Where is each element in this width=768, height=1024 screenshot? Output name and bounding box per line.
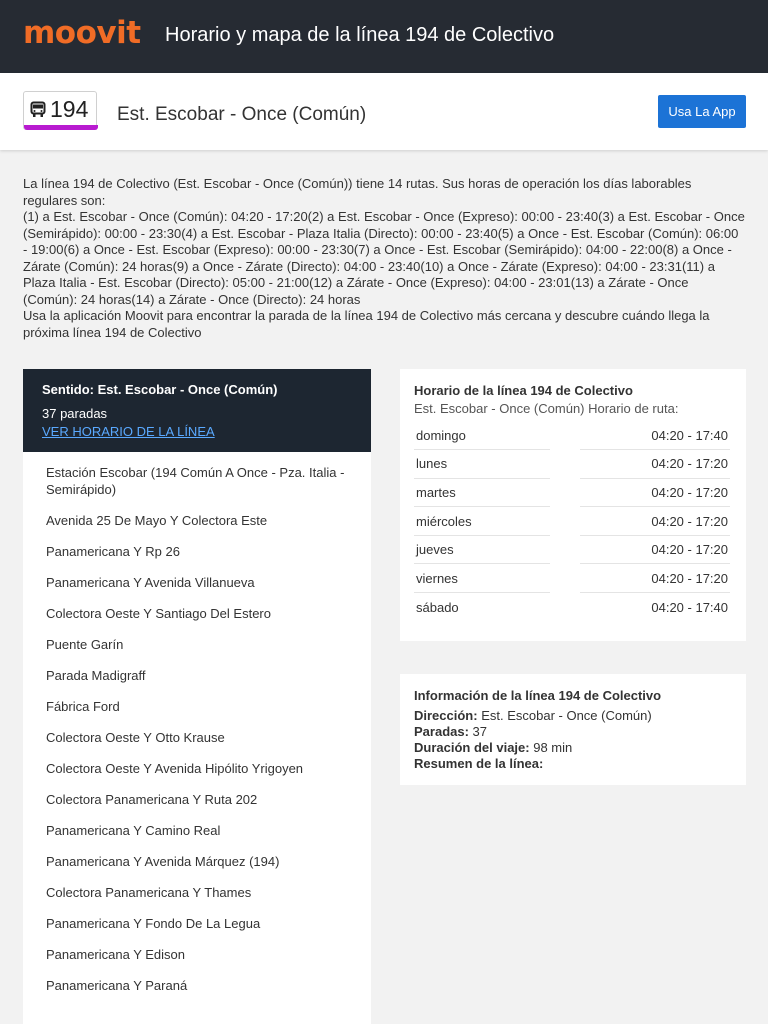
line-info-card [400, 674, 746, 785]
stop-item[interactable]: Colectora Oeste Y Santiago Del Estero [46, 606, 271, 621]
stop-item[interactable]: Parada Madigraff [46, 668, 146, 683]
stop-item[interactable]: Panamericana Y Avenida Márquez (194) [46, 854, 280, 869]
info-value: 98 min [533, 740, 573, 755]
stop-item[interactable]: Colectora Panamericana Y Ruta 202 [46, 792, 258, 807]
schedule-card [400, 369, 746, 641]
schedule-table [414, 421, 730, 621]
day-label: domingo [414, 421, 550, 450]
info-label: Resumen de la línea: [414, 756, 544, 771]
info-summary [414, 756, 732, 772]
info-label: Duración del viaje: [414, 740, 530, 755]
direction-card [23, 369, 371, 1024]
info-duration [414, 740, 732, 756]
line-badge [23, 91, 97, 130]
line-number: 194 [50, 96, 89, 122]
stop-item[interactable]: Panamericana Y Camino Real [46, 823, 221, 838]
info-title: Información de la línea 194 de Colectivo [414, 688, 662, 703]
hours-value: 04:20 - 17:40 [651, 599, 728, 615]
schedule-row [414, 564, 730, 593]
stop-item[interactable]: Panamericana Y Rp 26 [46, 544, 180, 559]
stop-item[interactable]: Panamericana Y Paraná [46, 978, 188, 993]
stop-item[interactable]: Panamericana Y Avenida Villanueva [46, 575, 255, 590]
info-stops [414, 724, 732, 740]
line-description [23, 176, 745, 341]
stop-item[interactable]: Panamericana Y Edison [46, 947, 186, 962]
page-title: Horario y mapa de la línea 194 de Colectivo [165, 24, 555, 46]
stop-item[interactable]: Colectora Oeste Y Avenida Hipólito Yrigoyen [46, 761, 304, 776]
moovit-logo[interactable]: moovit [23, 15, 141, 51]
stops-count: 37 paradas [42, 406, 108, 421]
day-label: martes [414, 478, 550, 507]
info-label: Dirección: [414, 708, 478, 723]
route-name: Est. Escobar - Once (Común) [117, 104, 367, 125]
hours-value: 04:20 - 17:20 [580, 507, 730, 536]
stop-item[interactable]: Puente Garín [46, 637, 124, 652]
schedule-row [414, 593, 730, 622]
stop-item[interactable]: Colectora Panamericana Y Thames [46, 885, 252, 900]
schedule-row [414, 535, 730, 564]
stop-item[interactable]: Avenida 25 De Mayo Y Colectora Este [46, 513, 268, 528]
day-label: viernes [414, 564, 550, 593]
schedule-row [414, 421, 730, 450]
schedule-row [414, 478, 730, 507]
day-label: jueves [414, 535, 550, 564]
stop-item[interactable]: Panamericana Y Fondo De La Legua [46, 916, 261, 931]
hours-value: 04:20 - 17:20 [580, 535, 730, 564]
stop-item[interactable]: Colectora Oeste Y Otto Krause [46, 730, 225, 745]
hours-value: 04:20 - 17:20 [580, 450, 730, 479]
day-label: lunes [414, 450, 550, 479]
info-value: Est. Escobar - Once (Común) [481, 708, 652, 723]
app-promo-text: Usa la aplicación Moovit para encontrar la parada de la línea 194 de Colectivo más cercana y descubre cuándo llega la próxima línea 194 de Colectivo [23, 308, 710, 340]
hours-value: 04:20 - 17:40 [580, 421, 730, 450]
info-direction [414, 708, 732, 724]
schedule-row [414, 450, 730, 479]
stops-list [23, 452, 371, 1008]
schedule-title: Horario de la línea 194 de Colectivo [414, 383, 633, 398]
use-app-button[interactable]: Usa La App [658, 95, 746, 128]
info-value: 37 [472, 724, 488, 739]
line-color-stripe [24, 125, 98, 130]
routes-hours-text: (1) a Est. Escobar - Once (Común): 04:20 - 17:20(2) a Est. Escobar - Once (Expreso): 00:00 - 23:40(3) a Est. Escobar - Once (Semirápido): 00:00 - 23:30(4) a Est. Escobar - Plaza Italia (Directo): 00:00 - 23:40(5) a Once - Est. Escobar (Común): 06:00 - 19:00(6) a Once - Est. Escobar (Expreso): 00:00 - 23:30(7) a Once - Est. Escobar (Semirápido): 04:00 - 22:00(8) a Once - Zárate (Común): 24 horas(9) a Once - Zárate (Directo): 04:00 - 23:40(10) a Once - Zárate (Expreso): 04:00 - 23:31(11) a Plaza Italia - Est. Escobar (Directo): 05:00 - 21:00(12) a Zárate - Once (Expreso): 04:00 - 23:01(13) a Zárate - Once (Común): 24 horas(14) a Zárate - Once (Directo): 24 horas [23, 209, 745, 307]
schedule-subtitle: Est. Escobar - Once (Común) Horario de ruta: [414, 401, 679, 416]
direction-header [23, 369, 371, 452]
description-text: La línea 194 de Colectivo (Est. Escobar - Once (Común)) tiene 14 rutas. Sus horas de operación los días laborables regulares son: [23, 176, 692, 208]
day-label: sábado [416, 599, 459, 615]
info-label: Paradas: [414, 724, 469, 739]
stop-item[interactable]: Estación Escobar (194 Común A Once - Pza. Italia - Semirápido) [46, 465, 345, 497]
line-header [0, 73, 768, 150]
top-navbar [0, 0, 768, 73]
stop-item[interactable]: Fábrica Ford [46, 699, 120, 714]
direction-title: Sentido: Est. Escobar - Once (Común) [42, 382, 278, 397]
view-schedule-link[interactable]: VER HORARIO DE LA LÍNEA [42, 424, 215, 439]
hours-value: 04:20 - 17:20 [580, 564, 730, 593]
hours-value: 04:20 - 17:20 [580, 478, 730, 507]
day-label: miércoles [414, 507, 550, 536]
schedule-row [414, 507, 730, 536]
bus-icon [30, 101, 46, 118]
